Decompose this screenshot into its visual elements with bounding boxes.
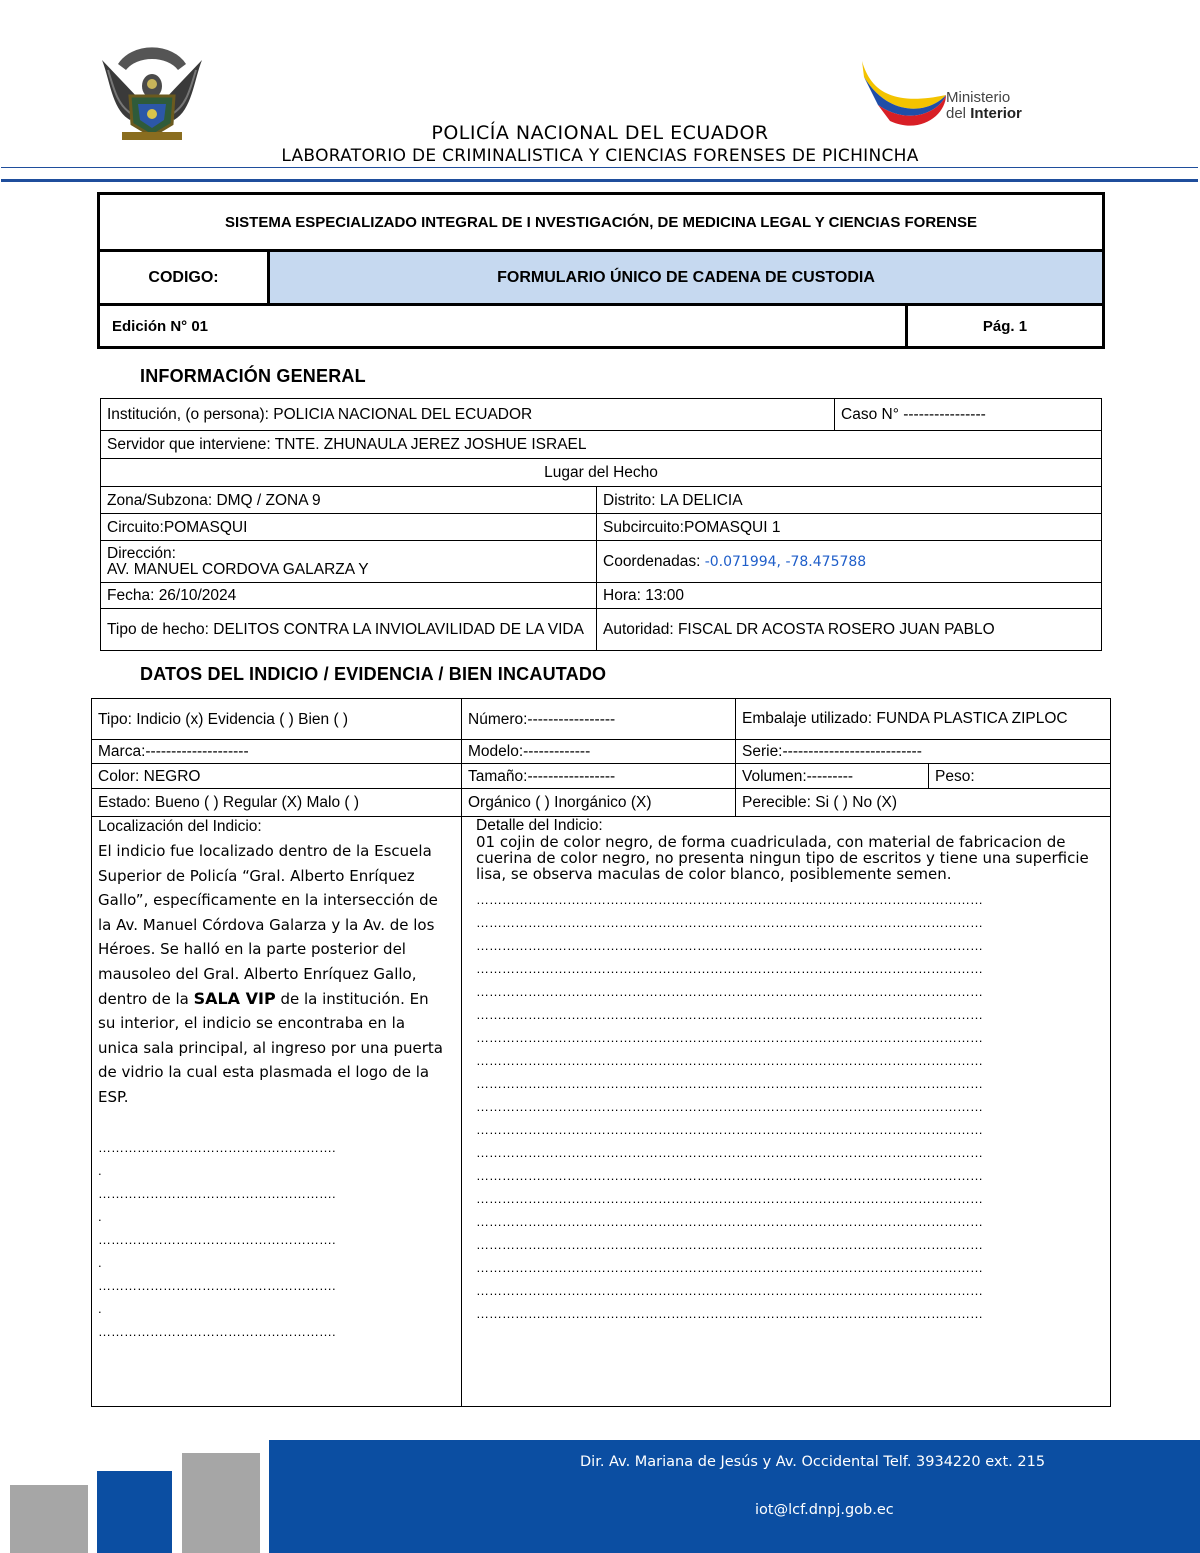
loc-dotted-line: ………………………………………………. [98, 1323, 336, 1339]
form-name: FORMULARIO ÚNICO DE CADENA DE CUSTODIA [270, 252, 1102, 303]
direccion-label: Dirección: [107, 544, 176, 562]
coordenadas-value: -0.071994, -78.475788 [704, 553, 867, 570]
circuito-cell: Circuito:POMASQUI [101, 514, 597, 541]
numero-cell: Número:----------------- [462, 699, 736, 740]
loc-dotted-line: ………………………………………………. [98, 1277, 336, 1293]
detalle-dotted-lines [476, 888, 1090, 1325]
system-name: SISTEMA ESPECIALIZADO INTEGRAL DE I NVESTIGACIÓN, DE MEDICINA LEGAL Y CIENCIAS FORENSE [100, 195, 1102, 252]
evidence-table [91, 698, 1111, 1407]
localizacion-text-1: El indicio fue localizado dentro de la Escuela Superior de Policía “Gral. Alberto Enríquez Gallo”, específicamente en la intersección de la Av. Manuel Córdova Galarza y la Av. de los Héroes. Se halló en la parte posterior del mausoleo del Gral. Alberto Enríquez Gallo, dentro de la [98, 842, 438, 1008]
det-dotted-line: ……………………………………………………………………………………………………… [476, 961, 983, 976]
det-dotted-line: ……………………………………………………………………………………………………… [476, 1053, 983, 1068]
coordenadas-cell [597, 541, 1102, 583]
det-dotted-line: ……………………………………………………………………………………………………… [476, 1030, 983, 1045]
servidor-cell: Servidor que interviene: TNTE. ZHUNAULA JEREZ JOSHUE ISRAEL [101, 431, 1102, 459]
codigo-label: CODIGO: [100, 252, 270, 303]
peso-cell: Peso: [929, 764, 1111, 789]
det-dotted-line: ……………………………………………………………………………………………………… [476, 1191, 983, 1206]
localizacion-dotted-lines [98, 1136, 447, 1343]
det-dotted-line: ……………………………………………………………………………………………………… [476, 1260, 983, 1275]
detalle-label: Detalle del Indicio: [476, 817, 603, 834]
det-dotted-line: ……………………………………………………………………………………………………… [476, 1306, 983, 1321]
localizacion-text [98, 839, 447, 1110]
det-dotted-line: ……………………………………………………………………………………………………… [476, 1168, 983, 1183]
det-dotted-line: ……………………………………………………………………………………………………… [476, 1214, 983, 1229]
loc-dot: . [98, 1208, 102, 1224]
perecible-cell: Perecible: Si ( ) No (X) [736, 789, 1111, 817]
loc-dotted-line: ………………………………………………. [98, 1185, 336, 1201]
form-header-box [97, 192, 1105, 349]
det-dotted-line: ……………………………………………………………………………………………………… [476, 1283, 983, 1298]
edition-label: Edición N° 01 [112, 317, 209, 335]
color-cell: Color: NEGRO [92, 764, 462, 789]
sala-vip: SALA VIP [193, 988, 276, 1008]
det-dotted-line: ……………………………………………………………………………………………………… [476, 1076, 983, 1091]
organico-cell: Orgánico ( ) Inorgánico (X) [462, 789, 736, 817]
footer-address: Dir. Av. Mariana de Jesús y Av. Occidental Telf. 3934220 ext. 215 [580, 1454, 1046, 1470]
hora-cell: Hora: 13:00 [597, 583, 1102, 609]
modelo-cell: Modelo:------------- [462, 740, 736, 764]
tipo-cell: Tipo: Indicio (x) Evidencia ( ) Bien ( ) [92, 699, 462, 740]
institucion-cell: Institución, (o persona): POLICIA NACIONAL DEL ECUADOR [101, 399, 835, 431]
tamano-cell: Tamaño:----------------- [462, 764, 736, 789]
evidence-title: DATOS DEL INDICIO / EVIDENCIA / BIEN INCAUTADO [140, 664, 607, 684]
detalle-text: 01 cojin de color negro, de forma cuadriculada, con material de fabricacion de cuerina de color negro, no presenta ningun tipo de escritos y tiene una superficie lisa, se observa maculas de color blanco, posiblemente semen. [476, 833, 1089, 883]
header-subtitle: LABORATORIO DE CRIMINALISTICA Y CIENCIAS FORENSES DE PICHINCHA [281, 146, 919, 166]
det-dotted-line: ……………………………………………………………………………………………………… [476, 1237, 983, 1252]
loc-dot: . [98, 1162, 102, 1178]
subcircuito-cell: Subcircuito:POMASQUI 1 [597, 514, 1102, 541]
coordenadas-label: Coordenadas: [603, 552, 705, 570]
autoridad-cell: Autoridad: FISCAL DR ACOSTA ROSERO JUAN PABLO [597, 609, 1102, 651]
localizacion-text-2: de la institución. En su interior, el indicio se encontraba en la unica sala principal, al ingreso por una puerta de vidrio la cual esta plasmada el logo de la ESP. [98, 989, 443, 1106]
header-rule-thick [1, 179, 1198, 182]
footer-gray-block-left [10, 1485, 88, 1553]
footer-email: iot@lcf.dnpj.gob.ec [755, 1502, 894, 1518]
fecha-cell: Fecha: 26/10/2024 [101, 583, 597, 609]
footer-blue-block [97, 1471, 172, 1553]
form-code-row [100, 252, 1102, 306]
det-dotted-line: ……………………………………………………………………………………………………… [476, 1122, 983, 1137]
header-rule-thin [1, 167, 1198, 168]
estado-cell: Estado: Bueno ( ) Regular (X) Malo ( ) [92, 789, 462, 817]
footer-gray-block-right [182, 1453, 260, 1553]
loc-dot: . [98, 1300, 102, 1316]
distrito-cell: Distrito: LA DELICIA [597, 487, 1102, 514]
edition-row [100, 306, 1102, 346]
tipo-hecho-cell: Tipo de hecho: DELITOS CONTRA LA INVIOLAVILIDAD DE LA VIDA [101, 609, 597, 651]
zona-cell: Zona/Subzona: DMQ / ZONA 9 [101, 487, 597, 514]
localizacion-cell [92, 817, 462, 1407]
ministerio-interior: Interior [970, 105, 1022, 122]
ministerio-line1: Ministerio [946, 89, 1011, 106]
det-dotted-line: ……………………………………………………………………………………………………… [476, 938, 983, 953]
caso-cell: Caso N° ---------------- [835, 399, 1102, 431]
lugar-hecho-cell: Lugar del Hecho [101, 459, 1102, 487]
loc-dotted-line: ………………………………………………. [98, 1231, 336, 1247]
direccion-cell [101, 541, 597, 583]
page-number: Pág. 1 [982, 317, 1028, 335]
det-dotted-line: ……………………………………………………………………………………………………… [476, 1145, 983, 1160]
direccion-value: AV. MANUEL CORDOVA GALARZA Y [107, 560, 369, 578]
ministerio-text [946, 90, 1022, 122]
volumen-cell: Volumen:--------- [736, 764, 929, 789]
localizacion-label: Localización del Indicio: [98, 818, 262, 835]
det-dotted-line: ……………………………………………………………………………………………………… [476, 915, 983, 930]
embalaje-cell: Embalaje utilizado: FUNDA PLASTICA ZIPLOC [736, 699, 1111, 740]
loc-dot: . [98, 1254, 102, 1270]
header-title: POLICÍA NACIONAL DEL ECUADOR [431, 122, 769, 144]
marca-cell: Marca:-------------------- [92, 740, 462, 764]
det-dotted-line: ……………………………………………………………………………………………………… [476, 1099, 983, 1114]
general-info-title: INFORMACIÓN GENERAL [140, 366, 366, 386]
serie-cell: Serie:--------------------------- [736, 740, 1111, 764]
detalle-cell [462, 817, 1111, 1407]
det-dotted-line: ……………………………………………………………………………………………………… [476, 984, 983, 999]
loc-dotted-line: ………………………………………………. [98, 1139, 336, 1155]
general-info-table [100, 398, 1102, 651]
det-dotted-line: ……………………………………………………………………………………………………… [476, 892, 983, 907]
ministerio-del: del [946, 105, 971, 122]
ministerio-line2 [946, 106, 1022, 122]
det-dotted-line: ……………………………………………………………………………………………………… [476, 1007, 983, 1022]
